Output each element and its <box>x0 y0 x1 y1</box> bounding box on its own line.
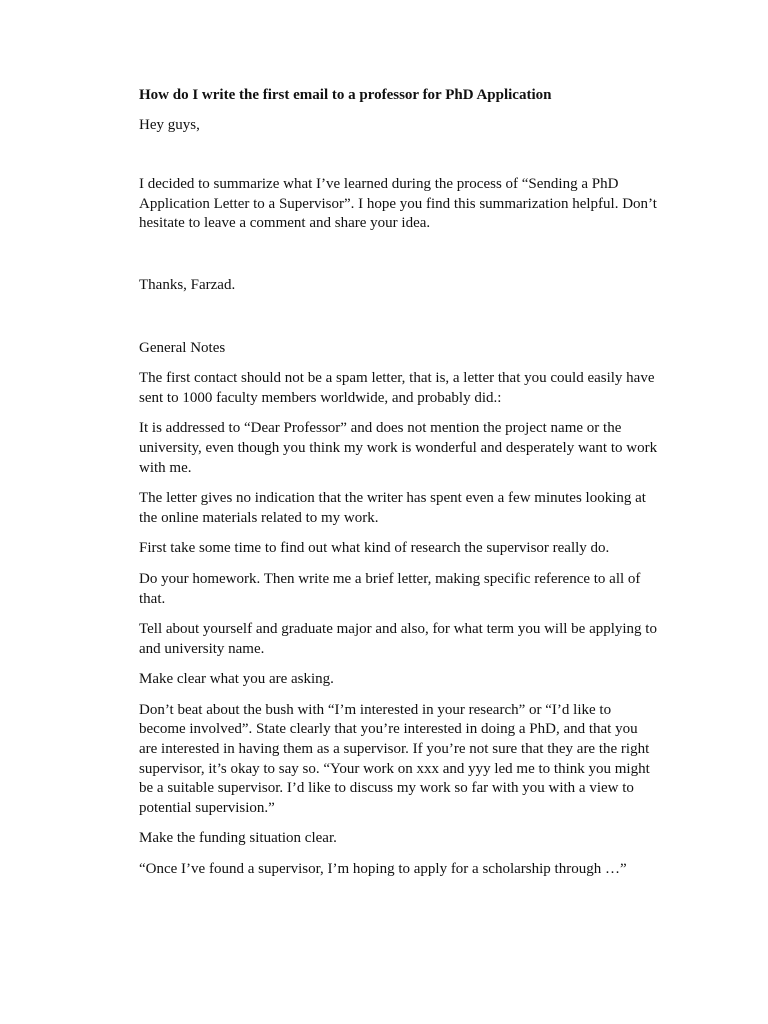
section-heading: General Notes <box>139 339 226 356</box>
paragraph-2: It is addressed to “Dear Professor” and does not mention the project name or the university, even though you think my work is wonderful and desperately want to work with me. <box>139 420 658 476</box>
greeting-text: Hey guys, <box>139 116 200 133</box>
paragraph-4: First take some time to find out what kind of research the supervisor really do. <box>139 540 610 557</box>
document-body <box>139 86 659 891</box>
paragraph-6: Tell about yourself and graduate major and also, for what term you will be applying to and university name. <box>139 621 657 657</box>
intro-paragraph: I decided to summarize what I’ve learned during the process of “Sending a PhD Application Letter to a Supervisor”. I hope you find this summarization helpful. Don’t hesitate to leave a comment and share your idea. <box>139 176 657 232</box>
paragraph-3: The letter gives no indication that the writer has spent even a few minutes looking at the online materials related to my work. <box>139 490 646 526</box>
paragraph-5: Do your homework. Then write me a brief letter, making specific reference to all of that. <box>139 570 641 607</box>
paragraph-10: “Once I’ve found a supervisor, I’m hoping to apply for a scholarship through …” <box>139 861 627 878</box>
paragraph-9: Make the funding situation clear. <box>139 830 337 847</box>
paragraph-1: The first contact should not be a spam letter, that is, a letter that you could easily have sent to 1000 faculty members worldwide, and probably did.: <box>139 370 655 406</box>
signoff-text: Thanks, Farzad. <box>139 276 236 293</box>
document-title: How do I write the first email to a professor for PhD Application <box>139 87 552 103</box>
paragraph-7: Make clear what you are asking. <box>139 671 334 688</box>
paragraph-8: Don’t beat about the bush with “I’m interested in your research” or “I’d like to become involved”. State clearly that you’re interested in doing a PhD, and that you are interested in having them as a supervisor. If you’re not sure that they are the right supervisor, it’s okay to say so. “Your work on xxx and yyy led me to think you might be a suitable supervisor. I’d like to discuss my work so far with you with a view to potential supervision.” <box>139 701 650 816</box>
